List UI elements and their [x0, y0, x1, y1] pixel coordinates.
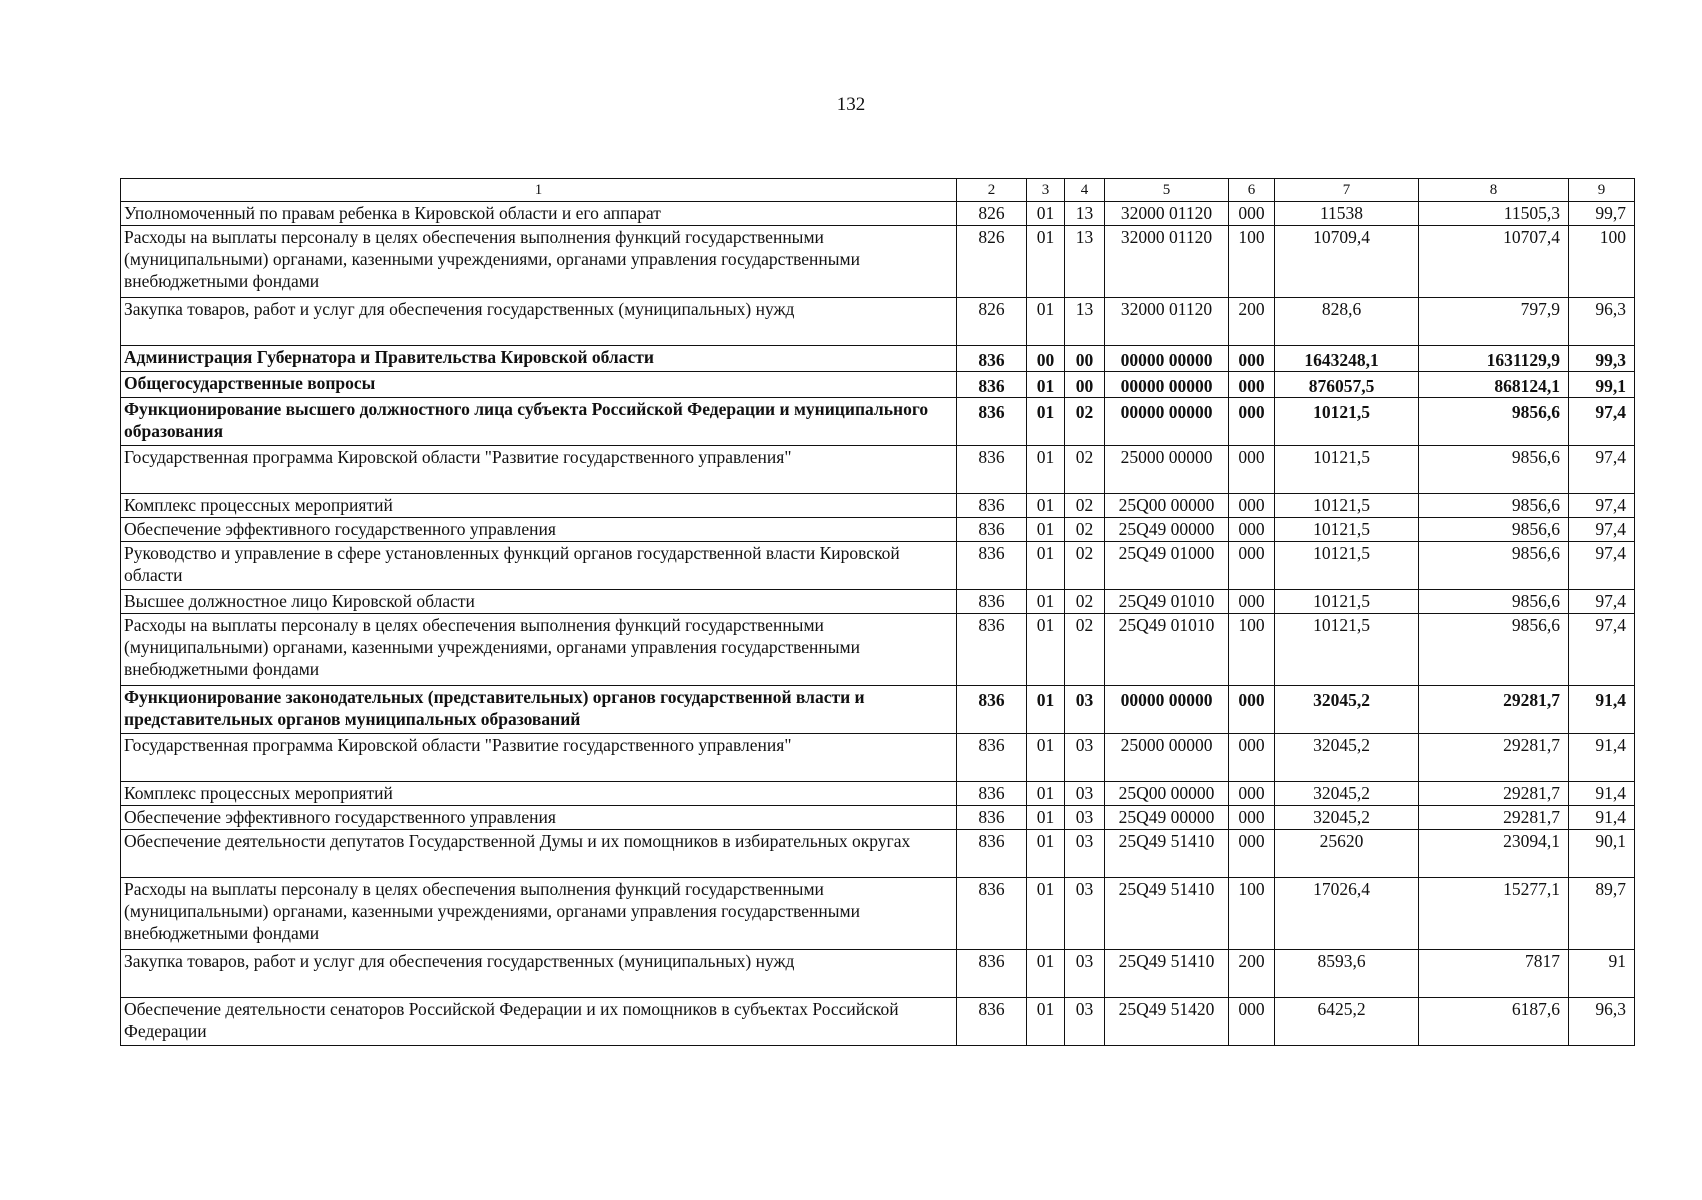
row-expense-type-code: 000	[1229, 998, 1275, 1046]
row-planned-amount: 1643248,1	[1275, 346, 1419, 372]
row-execution-percent: 99,3	[1569, 346, 1635, 372]
table-row	[121, 398, 1635, 446]
table-row	[121, 226, 1635, 298]
row-subsection-code: 02	[1065, 518, 1105, 542]
row-department-code: 826	[957, 298, 1027, 346]
row-target-article-code: 25Q49 01010	[1105, 614, 1229, 686]
row-expense-type-code: 100	[1229, 226, 1275, 298]
row-name: Функционирование законодательных (представительных) органов государственной власти и представительных органов муниципальных образований	[121, 686, 957, 734]
row-name: Закупка товаров, работ и услуг для обеспечения государственных (муниципальных) нужд	[121, 298, 957, 346]
row-subsection-code: 03	[1065, 878, 1105, 950]
row-target-article-code: 25Q00 00000	[1105, 782, 1229, 806]
row-name: Расходы на выплаты персоналу в целях обеспечения выполнения функций государственными (муниципальными) органами, казенными учреждениями, органами управления государственными внебюджетными фондами	[121, 614, 957, 686]
table-row	[121, 494, 1635, 518]
row-subsection-code: 03	[1065, 998, 1105, 1046]
row-expense-type-code: 000	[1229, 398, 1275, 446]
row-subsection-code: 03	[1065, 734, 1105, 782]
row-target-article-code: 00000 00000	[1105, 346, 1229, 372]
row-execution-percent: 91,4	[1569, 734, 1635, 782]
row-execution-percent: 97,4	[1569, 446, 1635, 494]
row-planned-amount: 828,6	[1275, 298, 1419, 346]
row-name: Функционирование высшего должностного лица субъекта Российской Федерации и муниципального образования	[121, 398, 957, 446]
row-department-code: 836	[957, 614, 1027, 686]
row-planned-amount: 32045,2	[1275, 782, 1419, 806]
row-name: Расходы на выплаты персоналу в целях обеспечения выполнения функций государственными (муниципальными) органами, казенными учреждениями, органами управления государственными внебюджетными фондами	[121, 226, 957, 298]
row-section-code: 01	[1027, 202, 1065, 226]
row-subsection-code: 03	[1065, 686, 1105, 734]
row-target-article-code: 32000 01120	[1105, 202, 1229, 226]
row-target-article-code: 00000 00000	[1105, 686, 1229, 734]
row-actual-amount: 7817	[1419, 950, 1569, 998]
row-actual-amount: 9856,6	[1419, 590, 1569, 614]
row-planned-amount: 11538	[1275, 202, 1419, 226]
row-execution-percent: 91,4	[1569, 806, 1635, 830]
table-row	[121, 782, 1635, 806]
row-subsection-code: 02	[1065, 494, 1105, 518]
row-planned-amount: 10121,5	[1275, 590, 1419, 614]
row-subsection-code: 03	[1065, 806, 1105, 830]
row-expense-type-code: 000	[1229, 806, 1275, 830]
row-target-article-code: 25Q49 00000	[1105, 518, 1229, 542]
row-planned-amount: 6425,2	[1275, 998, 1419, 1046]
row-department-code: 836	[957, 830, 1027, 878]
row-execution-percent: 97,4	[1569, 542, 1635, 590]
row-target-article-code: 25000 00000	[1105, 446, 1229, 494]
row-expense-type-code: 000	[1229, 590, 1275, 614]
row-name: Государственная программа Кировской области "Развитие государственного управления"	[121, 734, 957, 782]
row-target-article-code: 25Q49 01010	[1105, 590, 1229, 614]
row-section-code: 00	[1027, 346, 1065, 372]
column-number-header: 6	[1229, 179, 1275, 202]
row-planned-amount: 876057,5	[1275, 372, 1419, 398]
row-department-code: 836	[957, 806, 1027, 830]
row-target-article-code: 25Q49 51410	[1105, 950, 1229, 998]
row-execution-percent: 90,1	[1569, 830, 1635, 878]
row-name: Обеспечение деятельности сенаторов Российской Федерации и их помощников в субъектах Российской Федерации	[121, 998, 957, 1046]
row-execution-percent: 89,7	[1569, 878, 1635, 950]
row-name: Обеспечение эффективного государственного управления	[121, 518, 957, 542]
row-name: Общегосударственные вопросы	[121, 372, 957, 398]
row-section-code: 01	[1027, 398, 1065, 446]
row-section-code: 01	[1027, 878, 1065, 950]
row-planned-amount: 10121,5	[1275, 518, 1419, 542]
row-department-code: 836	[957, 346, 1027, 372]
row-expense-type-code: 000	[1229, 830, 1275, 878]
row-execution-percent: 97,4	[1569, 614, 1635, 686]
row-subsection-code: 02	[1065, 398, 1105, 446]
row-actual-amount: 9856,6	[1419, 542, 1569, 590]
row-target-article-code: 25Q49 00000	[1105, 806, 1229, 830]
budget-execution-table	[120, 178, 1635, 1046]
row-name: Обеспечение деятельности депутатов Государственной Думы и их помощников в избирательных округах	[121, 830, 957, 878]
row-actual-amount: 29281,7	[1419, 734, 1569, 782]
row-section-code: 01	[1027, 298, 1065, 346]
row-planned-amount: 25620	[1275, 830, 1419, 878]
table-row	[121, 734, 1635, 782]
table-row	[121, 614, 1635, 686]
row-section-code: 01	[1027, 518, 1065, 542]
row-subsection-code: 03	[1065, 782, 1105, 806]
row-target-article-code: 00000 00000	[1105, 372, 1229, 398]
row-execution-percent: 100	[1569, 226, 1635, 298]
table-row	[121, 998, 1635, 1046]
row-actual-amount: 10707,4	[1419, 226, 1569, 298]
row-department-code: 836	[957, 494, 1027, 518]
column-number-row	[121, 179, 1635, 202]
row-section-code: 01	[1027, 950, 1065, 998]
table-row	[121, 346, 1635, 372]
row-target-article-code: 00000 00000	[1105, 398, 1229, 446]
row-execution-percent: 99,7	[1569, 202, 1635, 226]
row-execution-percent: 96,3	[1569, 298, 1635, 346]
table-row	[121, 878, 1635, 950]
row-actual-amount: 1631129,9	[1419, 346, 1569, 372]
row-department-code: 836	[957, 734, 1027, 782]
row-section-code: 01	[1027, 446, 1065, 494]
row-target-article-code: 32000 01120	[1105, 298, 1229, 346]
table-row	[121, 446, 1635, 494]
row-actual-amount: 29281,7	[1419, 782, 1569, 806]
row-section-code: 01	[1027, 614, 1065, 686]
row-subsection-code: 02	[1065, 446, 1105, 494]
row-section-code: 01	[1027, 806, 1065, 830]
row-section-code: 01	[1027, 782, 1065, 806]
row-department-code: 836	[957, 950, 1027, 998]
column-number-header: 5	[1105, 179, 1229, 202]
column-number-header: 8	[1419, 179, 1569, 202]
table-body	[121, 202, 1635, 1046]
row-subsection-code: 03	[1065, 830, 1105, 878]
row-actual-amount: 9856,6	[1419, 614, 1569, 686]
table-row	[121, 518, 1635, 542]
row-expense-type-code: 200	[1229, 298, 1275, 346]
row-department-code: 836	[957, 998, 1027, 1046]
row-department-code: 826	[957, 226, 1027, 298]
row-planned-amount: 10121,5	[1275, 398, 1419, 446]
row-expense-type-code: 000	[1229, 202, 1275, 226]
row-subsection-code: 02	[1065, 542, 1105, 590]
row-execution-percent: 97,4	[1569, 494, 1635, 518]
row-expense-type-code: 000	[1229, 542, 1275, 590]
row-name: Высшее должностное лицо Кировской области	[121, 590, 957, 614]
row-target-article-code: 25Q49 51410	[1105, 830, 1229, 878]
column-number-header: 2	[957, 179, 1027, 202]
row-subsection-code: 13	[1065, 226, 1105, 298]
row-expense-type-code: 100	[1229, 878, 1275, 950]
row-planned-amount: 8593,6	[1275, 950, 1419, 998]
row-actual-amount: 11505,3	[1419, 202, 1569, 226]
row-planned-amount: 32045,2	[1275, 806, 1419, 830]
row-name: Руководство и управление в сфере установленных функций органов государственной власти Кировской области	[121, 542, 957, 590]
table-row	[121, 950, 1635, 998]
table-row	[121, 686, 1635, 734]
column-number-header: 4	[1065, 179, 1105, 202]
row-actual-amount: 797,9	[1419, 298, 1569, 346]
row-section-code: 01	[1027, 686, 1065, 734]
row-section-code: 01	[1027, 998, 1065, 1046]
row-name: Государственная программа Кировской области "Развитие государственного управления"	[121, 446, 957, 494]
table-row	[121, 806, 1635, 830]
row-expense-type-code: 000	[1229, 518, 1275, 542]
row-name: Закупка товаров, работ и услуг для обеспечения государственных (муниципальных) нужд	[121, 950, 957, 998]
page-number: 132	[836, 94, 866, 115]
row-target-article-code: 25Q49 51410	[1105, 878, 1229, 950]
row-department-code: 836	[957, 518, 1027, 542]
row-department-code: 836	[957, 782, 1027, 806]
row-planned-amount: 10121,5	[1275, 446, 1419, 494]
row-department-code: 836	[957, 590, 1027, 614]
row-actual-amount: 9856,6	[1419, 398, 1569, 446]
row-section-code: 01	[1027, 830, 1065, 878]
row-subsection-code: 00	[1065, 372, 1105, 398]
row-actual-amount: 23094,1	[1419, 830, 1569, 878]
row-planned-amount: 32045,2	[1275, 734, 1419, 782]
row-target-article-code: 25000 00000	[1105, 734, 1229, 782]
row-section-code: 01	[1027, 542, 1065, 590]
row-actual-amount: 9856,6	[1419, 518, 1569, 542]
column-number-header: 9	[1569, 179, 1635, 202]
row-target-article-code: 25Q49 01000	[1105, 542, 1229, 590]
row-section-code: 01	[1027, 494, 1065, 518]
row-actual-amount: 29281,7	[1419, 686, 1569, 734]
row-target-article-code: 25Q00 00000	[1105, 494, 1229, 518]
table-row	[121, 372, 1635, 398]
row-subsection-code: 13	[1065, 298, 1105, 346]
row-execution-percent: 91,4	[1569, 782, 1635, 806]
row-subsection-code: 03	[1065, 950, 1105, 998]
row-name: Обеспечение эффективного государственного управления	[121, 806, 957, 830]
row-subsection-code: 13	[1065, 202, 1105, 226]
row-expense-type-code: 000	[1229, 782, 1275, 806]
row-expense-type-code: 200	[1229, 950, 1275, 998]
row-actual-amount: 9856,6	[1419, 494, 1569, 518]
row-execution-percent: 96,3	[1569, 998, 1635, 1046]
row-target-article-code: 32000 01120	[1105, 226, 1229, 298]
row-name: Администрация Губернатора и Правительства Кировской области	[121, 346, 957, 372]
row-section-code: 01	[1027, 372, 1065, 398]
row-expense-type-code: 000	[1229, 446, 1275, 494]
row-subsection-code: 02	[1065, 590, 1105, 614]
row-section-code: 01	[1027, 734, 1065, 782]
table-row	[121, 590, 1635, 614]
row-actual-amount: 9856,6	[1419, 446, 1569, 494]
row-department-code: 836	[957, 542, 1027, 590]
row-actual-amount: 29281,7	[1419, 806, 1569, 830]
row-name: Комплекс процессных мероприятий	[121, 494, 957, 518]
row-planned-amount: 10709,4	[1275, 226, 1419, 298]
row-department-code: 836	[957, 398, 1027, 446]
row-expense-type-code: 100	[1229, 614, 1275, 686]
row-department-code: 826	[957, 202, 1027, 226]
row-section-code: 01	[1027, 226, 1065, 298]
table-row	[121, 298, 1635, 346]
row-department-code: 836	[957, 686, 1027, 734]
row-expense-type-code: 000	[1229, 372, 1275, 398]
row-expense-type-code: 000	[1229, 734, 1275, 782]
column-number-header: 1	[121, 179, 957, 202]
row-subsection-code: 02	[1065, 614, 1105, 686]
row-expense-type-code: 000	[1229, 686, 1275, 734]
row-target-article-code: 25Q49 51420	[1105, 998, 1229, 1046]
row-planned-amount: 32045,2	[1275, 686, 1419, 734]
row-execution-percent: 99,1	[1569, 372, 1635, 398]
row-department-code: 836	[957, 446, 1027, 494]
row-subsection-code: 00	[1065, 346, 1105, 372]
row-name: Комплекс процессных мероприятий	[121, 782, 957, 806]
row-expense-type-code: 000	[1229, 494, 1275, 518]
row-execution-percent: 97,4	[1569, 518, 1635, 542]
row-expense-type-code: 000	[1229, 346, 1275, 372]
row-name: Расходы на выплаты персоналу в целях обеспечения выполнения функций государственными (муниципальными) органами, казенными учреждениями, органами управления государственными внебюджетными фондами	[121, 878, 957, 950]
table-row	[121, 202, 1635, 226]
row-section-code: 01	[1027, 590, 1065, 614]
row-actual-amount: 15277,1	[1419, 878, 1569, 950]
row-department-code: 836	[957, 878, 1027, 950]
row-department-code: 836	[957, 372, 1027, 398]
row-execution-percent: 97,4	[1569, 398, 1635, 446]
row-execution-percent: 97,4	[1569, 590, 1635, 614]
column-number-header: 3	[1027, 179, 1065, 202]
row-planned-amount: 17026,4	[1275, 878, 1419, 950]
row-execution-percent: 91	[1569, 950, 1635, 998]
table-row	[121, 830, 1635, 878]
column-number-header: 7	[1275, 179, 1419, 202]
row-actual-amount: 868124,1	[1419, 372, 1569, 398]
row-actual-amount: 6187,6	[1419, 998, 1569, 1046]
row-planned-amount: 10121,5	[1275, 494, 1419, 518]
row-execution-percent: 91,4	[1569, 686, 1635, 734]
table-row	[121, 542, 1635, 590]
row-name: Уполномоченный по правам ребенка в Кировской области и его аппарат	[121, 202, 957, 226]
row-planned-amount: 10121,5	[1275, 614, 1419, 686]
row-planned-amount: 10121,5	[1275, 542, 1419, 590]
